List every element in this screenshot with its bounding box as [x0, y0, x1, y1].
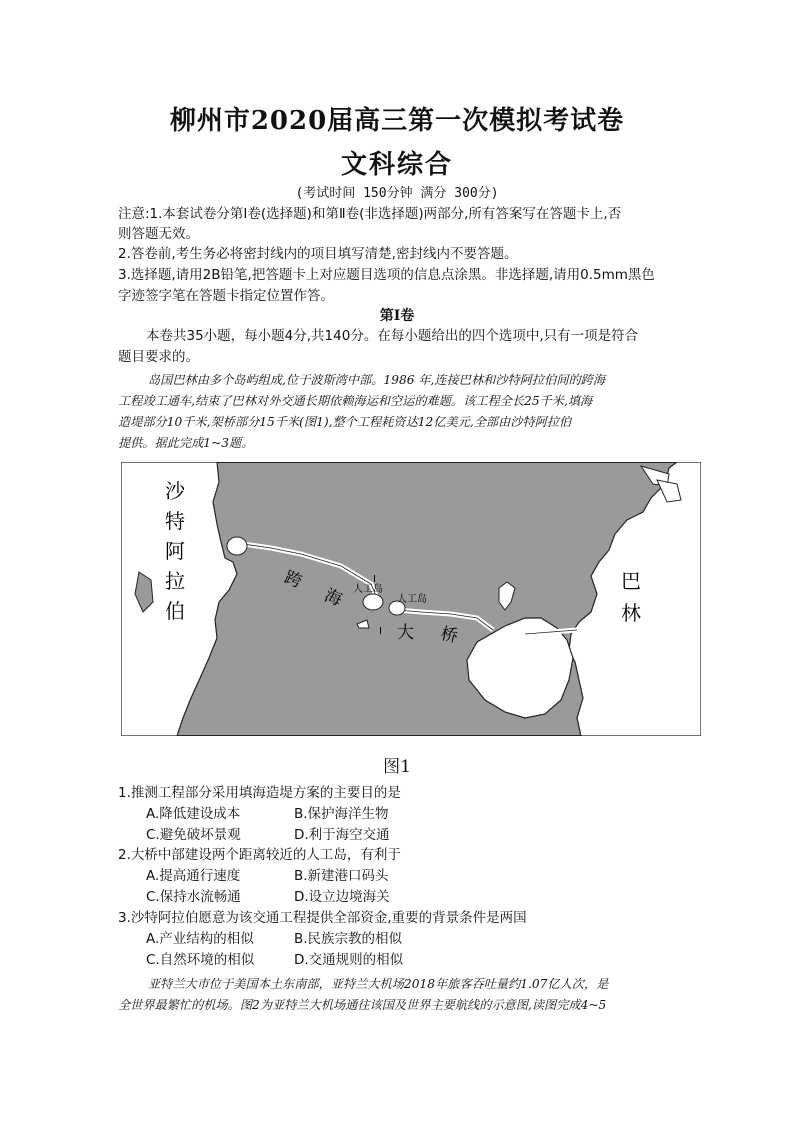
question-2-stem: 2.大桥中部建设两个距离较近的人工岛，有利于: [118, 847, 401, 863]
svg-text:阿: 阿: [165, 539, 185, 563]
svg-text:林: 林: [621, 601, 641, 625]
figure-caption: 图1: [383, 757, 411, 777]
artificial-island-west: [363, 594, 383, 610]
svg-text:沙: 沙: [165, 479, 185, 503]
svg-text:伯: 伯: [165, 599, 185, 623]
passage1-line-3: 造堤部分10千米,架桥部分15千米(图1),整个工程耗资达12亿美元,全部由沙特阿拉伯: [118, 415, 572, 429]
question-1-option-b[interactable]: B.保护海洋生物: [294, 806, 389, 822]
svg-text:海: 海: [321, 585, 345, 611]
note-line-4: 3.选择题,请用2B铅笔,把答题卡上对应题目选项的信息点涂黑。非选择题,请用0.5mm黑色: [118, 267, 655, 283]
section-intro-2: 题目要求的。: [118, 349, 199, 365]
svg-text:大: 大: [397, 623, 414, 643]
artificial-island-label-west: 人工岛: [353, 584, 383, 595]
question-1-stem: 1.推测工程部分采用填海造堤方案的主要目的是: [118, 785, 401, 801]
note-line-2: 则答题无效。: [118, 226, 199, 242]
causeway-saudi-end: [227, 537, 247, 555]
note-line-1: 注意:1.本套试卷分第Ⅰ卷(选择题)和第Ⅱ卷(非选择题)两部分,所有答案写在答题卡上,否: [118, 206, 622, 222]
section-intro-1: 本卷共35小题，每小题4分,共140分。在每小题给出的四个选项中,只有一项是符合: [146, 328, 639, 344]
passage2-line-2: 全世界最繁忙的机场。图2为亚特兰大机场通往该国及世界主要航线的示意图,读图完成4~5: [118, 998, 607, 1012]
question-3-option-a[interactable]: A.产业结构的相似: [146, 931, 254, 947]
passage1-line-2: 工程竣工通车,结束了巴林对外交通长期依赖海运和空运的难题。该工程全长25千米,填海: [118, 394, 593, 408]
question-1-option-d[interactable]: D.利于海空交通: [294, 827, 390, 843]
svg-text:拉: 拉: [165, 569, 185, 593]
svg-text:跨: 跨: [281, 567, 305, 593]
note-line-5: 字迹签字笔在答题卡指定位置作答。: [118, 288, 334, 304]
exam-title: 柳州市2020届高三第一次模拟考试卷: [169, 106, 625, 136]
exam-info: (考试时间 150分钟 满分 300分): [295, 186, 499, 201]
question-2-option-a[interactable]: A.提高通行速度: [146, 868, 241, 884]
question-2-option-b[interactable]: B.新建港口码头: [294, 868, 389, 884]
exam-subject: 文科综合: [340, 150, 453, 180]
question-3-option-c[interactable]: C.自然环境的相似: [146, 952, 255, 968]
passage1-line-4: 提供。据此完成1~3题。: [118, 436, 254, 450]
saudi-label: [165, 479, 186, 623]
question-2-option-d[interactable]: D.设立边境海关: [294, 889, 390, 905]
question-3-stem: 3.沙特阿拉伯愿意为该交通工程提供全部资金,重要的背景条件是两国: [118, 910, 527, 926]
question-1-option-a[interactable]: A.降低建设成本: [146, 806, 241, 822]
note-line-3: 2.答卷前,考生务必将密封线内的项目填写清楚,密封线内不要答题。: [118, 246, 518, 262]
passage1-line-1: 岛国巴林由多个岛屿组成,位于波斯湾中部。1986 年,连接巴林和沙特阿拉伯间的跨海: [148, 373, 606, 387]
section-heading: 第Ⅰ卷: [379, 308, 415, 324]
question-3-option-b[interactable]: B.民族宗教的相似: [294, 931, 403, 947]
svg-text:巴: 巴: [621, 569, 641, 593]
bahrain-causeway-map: [121, 462, 701, 736]
svg-text:特: 特: [165, 509, 185, 533]
island-marker-2: I: [373, 574, 376, 585]
question-1-option-c[interactable]: C.避免破坏景观: [146, 827, 241, 843]
svg-text:桥: 桥: [438, 623, 460, 648]
passage2-line-1: 亚特兰大市位于美国本土东南部，亚特兰大机场2018年旅客吞吐量约1.07亿人次，是: [148, 977, 609, 991]
question-2-option-c[interactable]: C.保持水流畅通: [146, 889, 241, 905]
island-marker: I: [379, 626, 382, 637]
artificial-island-label-east: 人工岛: [397, 594, 427, 605]
question-3-option-d[interactable]: D.交通规则的相似: [294, 952, 404, 968]
